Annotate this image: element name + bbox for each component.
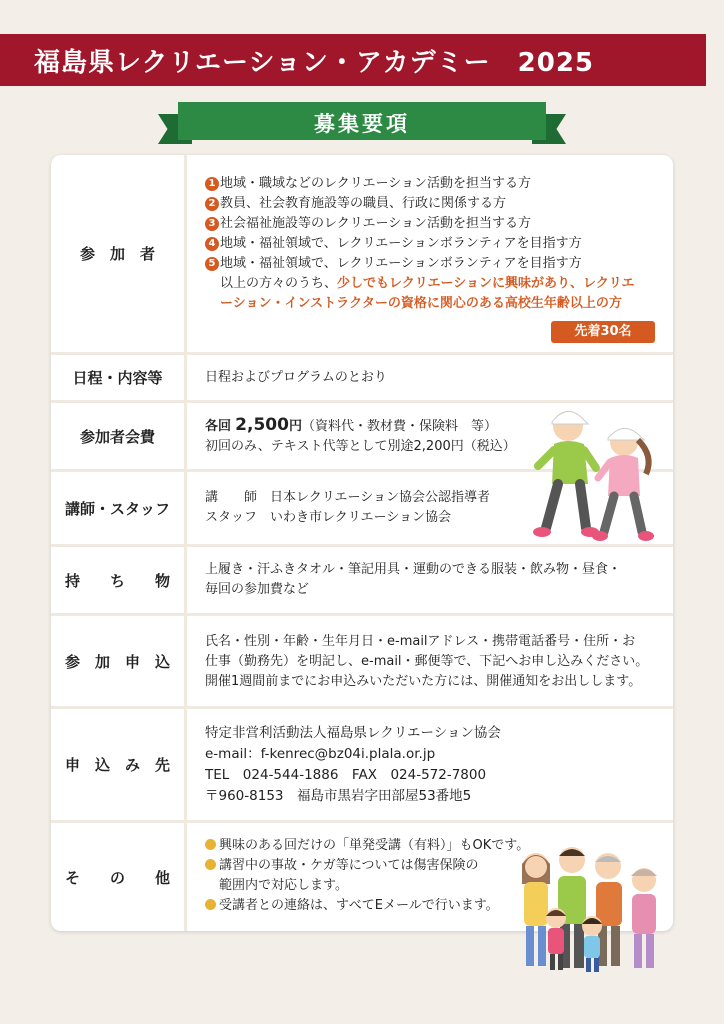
row-label-apply: 参 加 申 込 [51, 616, 187, 706]
family-illustration [510, 840, 670, 980]
list-item [205, 174, 634, 194]
other-text: 興味のある回だけの「単発受講（有料）」もOKです。 講習中の事故・ケガ等については傷害保険の 範囲内で対応します。 受講者との連絡は、すべてEメールで行います。 [205, 836, 529, 916]
contact-email: e-mail：f-kenrec@bz04i.plala.or.jp [205, 746, 436, 762]
items-text: 上履き・汗ふきタオル・筆記用具・運動のできる服装・飲み物・昼食・ 毎回の参加費など [205, 562, 622, 597]
item-text: 地域・職域などのレクリエーション活動を担当する方 [220, 176, 531, 191]
schedule-text: 日程およびプログラムのとおり [205, 370, 387, 385]
row-label-participants: 参 加 者 [51, 155, 187, 352]
number-badge: 2 [205, 197, 219, 211]
row-label-fee: 参加者会費 [51, 403, 187, 469]
walking-couple-illustration [530, 400, 660, 548]
title-bar [0, 34, 706, 86]
bullet-icon [205, 839, 216, 850]
item-text: 地域・福祉領域で、レクリエーションボランティアを目指す方 [220, 236, 582, 251]
row-participants [51, 155, 673, 355]
bullet-icon [205, 899, 216, 910]
ribbon-title: 募集要項 [314, 112, 410, 136]
contact-text: 特定非営利活動法人福島県レクリエーション協会 e-mail：f-kenrec@bz04i.plala.or.jp TEL 024-544-1886 FAX 024-572-7800 〒960-8153 福島市黒岩字田部屋53番地5 [205, 723, 501, 807]
row-label-contact: 申 込 み 先 [51, 709, 187, 820]
number-badge: 5 [205, 257, 219, 271]
item-text: 教員、社会教育施設等の職員、行政に関係する方 [220, 196, 507, 211]
row-label-staff: 講師・スタッフ [51, 472, 187, 544]
number-badge: 3 [205, 217, 219, 231]
apply-text: 氏名・性別・年齢・生年月日・e-mailアドレス・携帯電話番号・住所・お 仕事（勤務先）を明記し、e-mail・郵便等で、下記へお申し込みください。 開催1週間前までにお申込みいただいた方には、開催通知をお出しします。 [205, 634, 649, 689]
row-items [51, 547, 673, 616]
list-item [205, 194, 634, 214]
row-label-items: 持 ち 物 [51, 547, 187, 613]
staff-text: 講 師 日本レクリエーション協会公認指導者 スタッフ いわき市レクリエーション協会 [205, 490, 490, 525]
bullet-icon [205, 859, 216, 870]
row-apply [51, 616, 673, 709]
page-title: 福島県レクリエーション・アカデミー 2025 [34, 48, 595, 78]
contact-phone: TEL 024-544-1886 FAX 024-572-7800 [205, 767, 487, 783]
row-label-other: そ の 他 [51, 823, 187, 931]
fee-text: 各回 2,500円（資料代・教材費・保険料 等） 初回のみ、テキスト代等として別途2,200円（税込） [205, 415, 516, 454]
row-label-schedule: 日程・内容等 [51, 355, 187, 400]
item-text: 地域・福祉領域で、レクリエーションボランティアを目指す方 [220, 256, 582, 271]
fee-amount: 2,500 [235, 415, 289, 435]
participants-list [205, 174, 634, 314]
item-text: 社会福祉施設等のレクリエーション活動を担当する方 [220, 216, 531, 231]
list-item [205, 214, 634, 234]
contact-address: 〒960-8153 福島市黒岩字田部屋53番地5 [205, 788, 472, 804]
list-item [205, 254, 634, 274]
row-schedule [51, 355, 673, 403]
number-badge: 4 [205, 237, 219, 251]
capacity-badge: 先着30名 [551, 321, 655, 343]
list-item [205, 234, 634, 254]
participants-note: 以上の方々のうち、少しでもレクリエーションに興味があり、レクリエ [220, 276, 635, 291]
section-ribbon [178, 102, 546, 140]
row-contact [51, 709, 673, 823]
number-badge: 1 [205, 177, 219, 191]
participants-note-2: ーション・インストラクターの資格に関心のある高校生年齢以上の方 [220, 296, 622, 311]
